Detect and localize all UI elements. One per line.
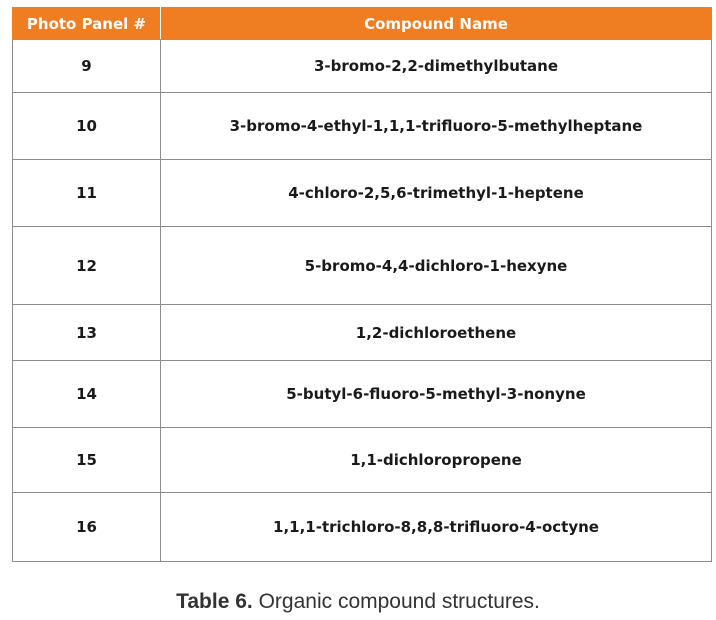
- caption-label: Table 6.: [176, 590, 253, 613]
- compound-name-cell: 1,2-dichloroethene: [161, 305, 712, 361]
- table-row: [13, 493, 712, 562]
- compound-name-cell: 3-bromo-4-ethyl-1,1,1-trifluoro-5-methylheptane: [161, 93, 712, 160]
- compound-name-cell: 5-butyl-6-fluoro-5-methyl-3-nonyne: [161, 361, 712, 428]
- compound-name-cell: 1,1,1-trichloro-8,8,8-trifluoro-4-octyne: [161, 493, 712, 562]
- table-row: [13, 93, 712, 160]
- compound-table: [12, 7, 712, 562]
- panel-number-cell: 16: [13, 493, 161, 562]
- header-photo-panel: Photo Panel #: [13, 8, 161, 40]
- table-row: [13, 428, 712, 493]
- compound-name-cell: 1,1-dichloropropene: [161, 428, 712, 493]
- header-row: [13, 8, 712, 40]
- compound-name-cell: 5-bromo-4,4-dichloro-1-hexyne: [161, 227, 712, 305]
- panel-number-cell: 11: [13, 160, 161, 227]
- table-row: [13, 40, 712, 93]
- compound-name-cell: 3-bromo-2,2-dimethylbutane: [161, 40, 712, 93]
- compound-name-cell: 4-chloro-2,5,6-trimethyl-1-heptene: [161, 160, 712, 227]
- panel-number-cell: 13: [13, 305, 161, 361]
- header-compound-name: Compound Name: [161, 8, 712, 40]
- panel-number-cell: 10: [13, 93, 161, 160]
- panel-number-cell: 15: [13, 428, 161, 493]
- panel-number-cell: 9: [13, 40, 161, 93]
- panel-number-cell: 14: [13, 361, 161, 428]
- table-header: [13, 8, 712, 40]
- table-row: [13, 361, 712, 428]
- table-row: [13, 305, 712, 361]
- caption-text: Organic compound structures.: [252, 590, 540, 613]
- table-row: [13, 227, 712, 305]
- table-row: [13, 160, 712, 227]
- table-body: [13, 40, 712, 562]
- table-caption: [0, 589, 716, 615]
- panel-number-cell: 12: [13, 227, 161, 305]
